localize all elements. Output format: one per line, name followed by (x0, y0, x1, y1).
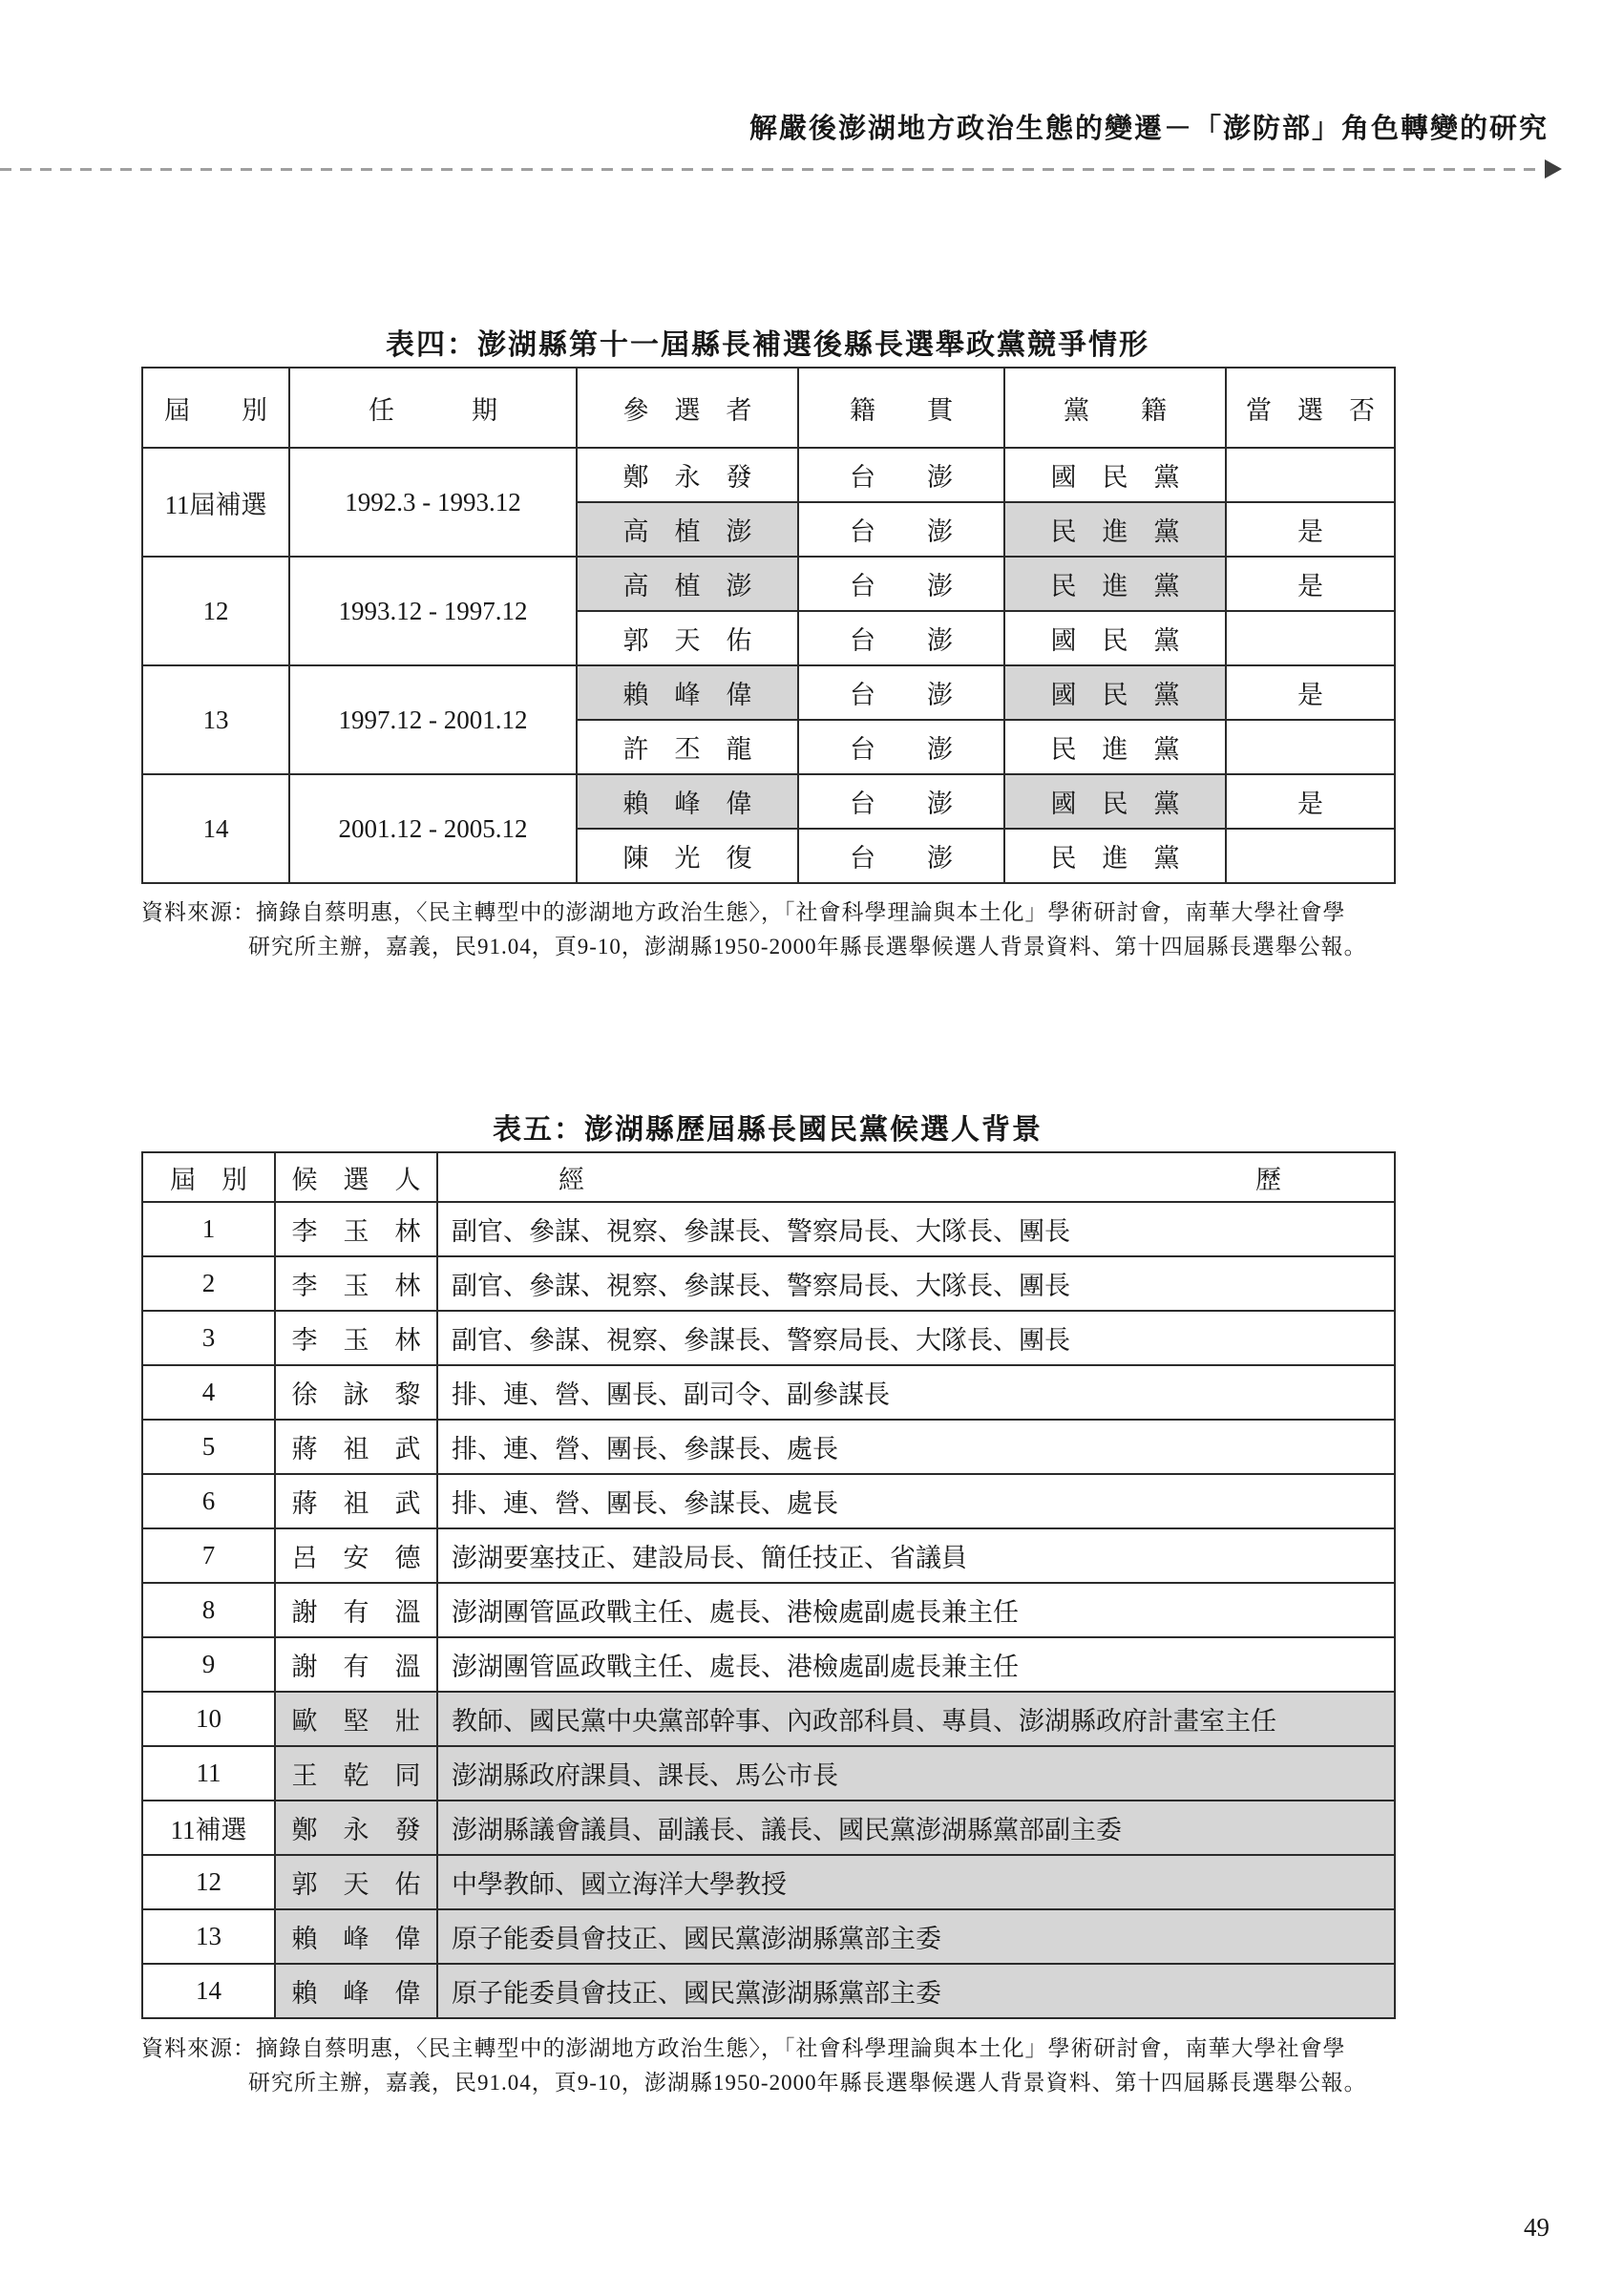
table5-experience-cell: 教師、國民黨中央黨部幹事、內政部科員、專員、澎湖縣政府計畫室主任 (437, 1692, 1395, 1746)
table5-candidate-cell: 郭 天 佑 (275, 1855, 437, 1909)
table4-party-cell: 國 民 黨 (1004, 665, 1226, 720)
table5-row (142, 1528, 1395, 1583)
table5-term-cell: 7 (142, 1528, 275, 1583)
table4-elected-cell (1226, 448, 1395, 502)
table4-party-cell: 民 進 黨 (1004, 829, 1226, 883)
experience-header-right: 歷 (1255, 1165, 1281, 1194)
table5-candidate-cell: 謝 有 溫 (275, 1583, 437, 1637)
table4-period-cell: 1992.3 - 1993.12 (289, 448, 577, 557)
table4-period-cell: 2001.12 - 2005.12 (289, 774, 577, 883)
table4-elected-cell: 是 (1226, 557, 1395, 611)
table5-candidate-cell: 蔣 祖 武 (275, 1420, 437, 1474)
table5-experience-cell: 原子能委員會技正、國民黨澎湖縣黨部主委 (437, 1964, 1395, 2018)
source-line: 資料來源：摘錄自蔡明惠，〈民主轉型中的澎湖地方政治生態〉，「社會科學理論與本土化」學術研討會，南華大學社會學 (141, 900, 1346, 924)
table5-candidate-cell: 賴 峰 偉 (275, 1964, 437, 2018)
table4-party-cell: 國 民 黨 (1004, 448, 1226, 502)
table4-elected-cell (1226, 829, 1395, 883)
table4-container (141, 367, 1396, 884)
table5-experience-cell: 排、連、營、團長、副司令、副參謀長 (437, 1365, 1395, 1420)
table5-row (142, 1583, 1395, 1637)
table4-header-origin: 籍 貫 (798, 368, 1004, 448)
table4-row (142, 557, 1395, 611)
experience-header-left: 經 (559, 1165, 584, 1194)
table4-elected-cell (1226, 720, 1395, 774)
table4-period-cell: 1993.12 - 1997.12 (289, 557, 577, 665)
table5-term-cell: 8 (142, 1583, 275, 1637)
table5-term-cell: 11 (142, 1746, 275, 1801)
table4-row (142, 448, 1395, 502)
table5-container (141, 1151, 1396, 2019)
table4-body (142, 448, 1395, 883)
table5-candidate-cell: 李 玉 林 (275, 1311, 437, 1365)
table5-experience-cell: 澎湖縣議會議員、副議長、議長、國民黨澎湖縣黨部副主委 (437, 1801, 1395, 1855)
table5-candidate-cell: 徐 詠 黎 (275, 1365, 437, 1420)
source-line: 資料來源：摘錄自蔡明惠，〈民主轉型中的澎湖地方政治生態〉，「社會科學理論與本土化」學術研討會，南華大學社會學 (141, 2036, 1346, 2060)
table4-origin-cell: 台 澎 (798, 720, 1004, 774)
table5-row (142, 1746, 1395, 1801)
table5-candidate-cell: 王 乾 同 (275, 1746, 437, 1801)
source-line: 研究所主辦，嘉義，民91.04，頁9-10，澎湖縣1950-2000年縣長選舉候選人背景資料、第十四屆縣長選舉公報。 (248, 935, 1367, 958)
table5-candidate-cell: 歐 堅 壯 (275, 1692, 437, 1746)
table5-candidate-cell: 賴 峰 偉 (275, 1909, 437, 1964)
table4 (141, 367, 1396, 884)
table5-row (142, 1256, 1395, 1311)
table5-experience-cell: 澎湖縣政府課員、課長、馬公市長 (437, 1746, 1395, 1801)
table5-row (142, 1365, 1395, 1420)
table4-row (142, 665, 1395, 720)
table5-experience-cell: 排、連、營、團長、參謀長、處長 (437, 1474, 1395, 1528)
table5-row (142, 1692, 1395, 1746)
table5-experience-cell: 澎湖要塞技正、建設局長、簡任技正、省議員 (437, 1528, 1395, 1583)
table4-elected-cell: 是 (1226, 502, 1395, 557)
table5-row (142, 1637, 1395, 1692)
running-head: 解嚴後澎湖地方政治生態的變遷－「澎防部」角色轉變的研究 (748, 114, 1549, 144)
table4-origin-cell: 台 澎 (798, 774, 1004, 829)
source-line: 研究所主辦，嘉義，民91.04，頁9-10，澎湖縣1950-2000年縣長選舉候選人背景資料、第十四屆縣長選舉公報。 (248, 2071, 1367, 2095)
table5-row (142, 1964, 1395, 2018)
table4-party-cell: 國 民 黨 (1004, 774, 1226, 829)
table5-experience-cell: 排、連、營、團長、參謀長、處長 (437, 1420, 1395, 1474)
table5-experience-cell: 副官、參謀、視察、參謀長、警察局長、大隊長、團長 (437, 1311, 1395, 1365)
table4-party-cell: 民 進 黨 (1004, 557, 1226, 611)
table4-header-party: 黨 籍 (1004, 368, 1226, 448)
table4-candidate-cell: 許 丕 龍 (577, 720, 798, 774)
table4-header-term: 屆 別 (142, 368, 289, 448)
table5-row (142, 1420, 1395, 1474)
table5-candidate-cell: 鄭 永 發 (275, 1801, 437, 1855)
experience-header (438, 1159, 1394, 1196)
table4-origin-cell: 台 澎 (798, 829, 1004, 883)
table5-term-cell: 1 (142, 1202, 275, 1256)
table4-header-candidate: 參 選 者 (577, 368, 798, 448)
table4-candidate-cell: 高 植 澎 (577, 557, 798, 611)
table4-elected-cell (1226, 611, 1395, 665)
table5-experience-cell: 澎湖團管區政戰主任、處長、港檢處副處長兼主任 (437, 1637, 1395, 1692)
arrow-right-icon (1545, 159, 1562, 179)
table5-row (142, 1909, 1395, 1964)
table5-header-term: 屆 別 (142, 1152, 275, 1202)
table5-header-candidate: 候 選 人 (275, 1152, 437, 1202)
table4-candidate-cell: 陳 光 復 (577, 829, 798, 883)
table4-period-cell: 1997.12 - 2001.12 (289, 665, 577, 774)
table5-experience-cell: 副官、參謀、視察、參謀長、警察局長、大隊長、團長 (437, 1202, 1395, 1256)
table4-party-cell: 民 進 黨 (1004, 502, 1226, 557)
table5-experience-cell: 原子能委員會技正、國民黨澎湖縣黨部主委 (437, 1909, 1395, 1964)
table5-experience-cell: 中學教師、國立海洋大學教授 (437, 1855, 1395, 1909)
table5-row (142, 1855, 1395, 1909)
table5-candidate-cell: 蔣 祖 武 (275, 1474, 437, 1528)
table4-row (142, 774, 1395, 829)
table5-term-cell: 5 (142, 1420, 275, 1474)
table5-candidate-cell: 李 玉 林 (275, 1256, 437, 1311)
table4-title: 表四：澎湖縣第十一屆縣長補選後縣長選舉政黨競爭情形 (386, 329, 1149, 361)
table5-term-cell: 13 (142, 1909, 275, 1964)
header-divider (0, 168, 1543, 171)
table5-candidate-cell: 李 玉 林 (275, 1202, 437, 1256)
table5-term-cell: 6 (142, 1474, 275, 1528)
page-number: 49 (1524, 2213, 1549, 2242)
table5 (141, 1151, 1396, 2019)
table4-candidate-cell: 高 植 澎 (577, 502, 798, 557)
table4-origin-cell: 台 澎 (798, 611, 1004, 665)
table5-row (142, 1474, 1395, 1528)
table5-row (142, 1801, 1395, 1855)
table4-elected-cell: 是 (1226, 774, 1395, 829)
table5-term-cell: 4 (142, 1365, 275, 1420)
table5-experience-cell: 澎湖團管區政戰主任、處長、港檢處副處長兼主任 (437, 1583, 1395, 1637)
table4-term-cell: 14 (142, 774, 289, 883)
table4-origin-cell: 台 澎 (798, 502, 1004, 557)
table5-candidate-cell: 謝 有 溫 (275, 1637, 437, 1692)
table4-term-cell: 12 (142, 557, 289, 665)
table4-term-cell: 11屆補選 (142, 448, 289, 557)
table4-party-cell: 國 民 黨 (1004, 611, 1226, 665)
table5-term-cell: 2 (142, 1256, 275, 1311)
table4-origin-cell: 台 澎 (798, 557, 1004, 611)
table5-header-experience (437, 1152, 1395, 1202)
table4-header-row (142, 368, 1395, 448)
table5-candidate-cell: 呂 安 德 (275, 1528, 437, 1583)
table5-body (142, 1202, 1395, 2018)
table5-term-cell: 12 (142, 1855, 275, 1909)
table5-row (142, 1311, 1395, 1365)
table4-origin-cell: 台 澎 (798, 665, 1004, 720)
table5-term-cell: 3 (142, 1311, 275, 1365)
table4-party-cell: 民 進 黨 (1004, 720, 1226, 774)
table4-header-elected: 當 選 否 (1226, 368, 1395, 448)
table4-origin-cell: 台 澎 (798, 448, 1004, 502)
table4-source-note (141, 895, 1367, 964)
table5-experience-cell: 副官、參謀、視察、參謀長、警察局長、大隊長、團長 (437, 1256, 1395, 1311)
table4-candidate-cell: 賴 峰 偉 (577, 665, 798, 720)
table5-header-row (142, 1152, 1395, 1202)
table5-source-note (141, 2032, 1367, 2100)
table5-term-cell: 10 (142, 1692, 275, 1746)
table4-candidate-cell: 鄭 永 發 (577, 448, 798, 502)
table4-candidate-cell: 郭 天 佑 (577, 611, 798, 665)
table5-title: 表五：澎湖縣歷屆縣長國民黨候選人背景 (493, 1114, 1043, 1146)
table5-row (142, 1202, 1395, 1256)
table4-candidate-cell: 賴 峰 偉 (577, 774, 798, 829)
table4-header-period: 任 期 (289, 368, 577, 448)
table4-term-cell: 13 (142, 665, 289, 774)
table5-term-cell: 9 (142, 1637, 275, 1692)
table5-term-cell: 11補選 (142, 1801, 275, 1855)
table5-term-cell: 14 (142, 1964, 275, 2018)
table4-elected-cell: 是 (1226, 665, 1395, 720)
